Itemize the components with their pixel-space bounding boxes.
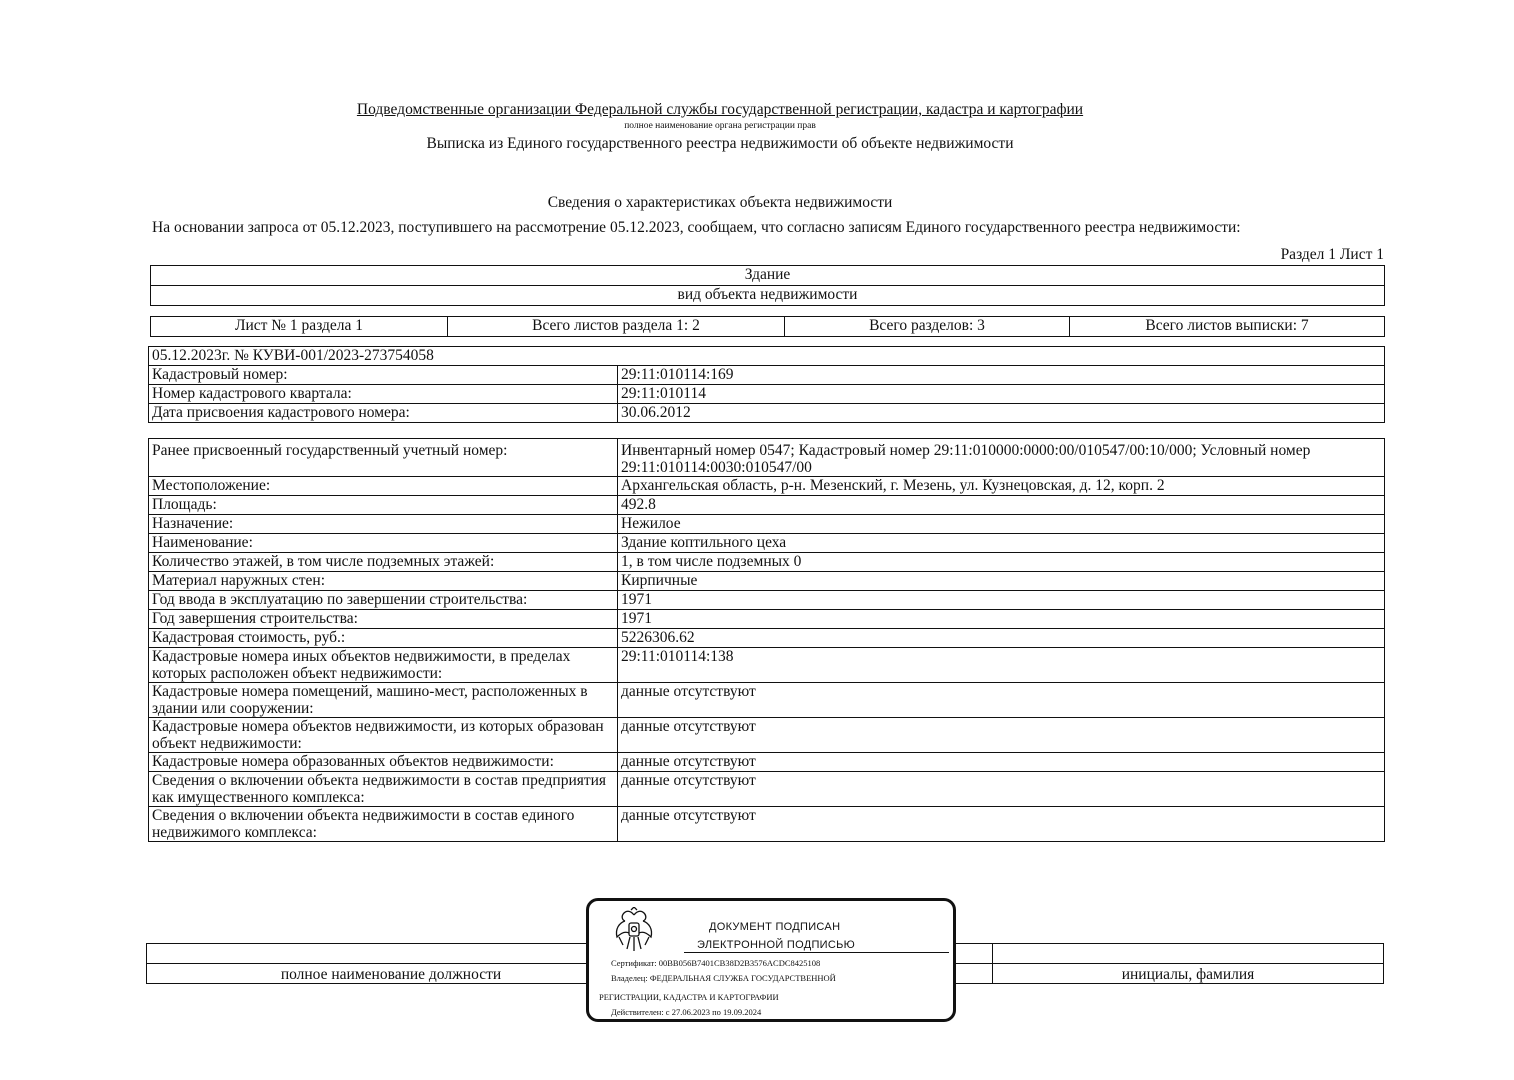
sheets-in-section: Всего листов раздела 1: 2 <box>448 317 785 337</box>
row-label: Кадастровые номера иных объектов недвижимости, в пределах которых расположен объект недвижимости: <box>149 648 618 683</box>
row-label: Сведения о включении объекта недвижимости в состав единого недвижимого комплекса: <box>149 807 618 842</box>
row-value: данные отсутствуют <box>618 753 1385 772</box>
record-table-top <box>148 346 1385 423</box>
document-title: Выписка из Единого государственного реестра недвижимости об объекте недвижимости <box>426 135 1014 152</box>
table-row <box>149 591 1385 610</box>
row-value: 29:11:010114 <box>618 385 1385 404</box>
table-row <box>149 629 1385 648</box>
row-label: Площадь: <box>149 496 618 515</box>
table-row <box>149 807 1385 842</box>
row-label: Год ввода в эксплуатацию по завершении строительства: <box>149 591 618 610</box>
row-value: 29:11:010114:138 <box>618 648 1385 683</box>
stamp-divider <box>684 952 949 953</box>
table-row <box>149 404 1385 423</box>
basis-text: На основании запроса от 05.12.2023, поступившего на рассмотрение 05.12.2023, сообщаем, что согласно записям Единого государственного реестра недвижимости: <box>152 219 1241 236</box>
row-label: Местоположение: <box>149 477 618 496</box>
double-headed-eagle-icon <box>609 907 659 955</box>
section-sheet-label: Раздел 1 Лист 1 <box>1280 246 1384 263</box>
record-date-number: 05.12.2023г. № КУВИ-001/2023-273754058 <box>149 347 1385 366</box>
section-title: Сведения о характеристиках объекта недвижимости <box>547 194 893 211</box>
row-label: Год завершения строительства: <box>149 610 618 629</box>
row-label: Кадастровые номера объектов недвижимости, из которых образован объект недвижимости: <box>149 718 618 753</box>
stamp-line-2: ЭЛЕКТРОННОЙ ПОДПИСЬЮ <box>697 939 856 951</box>
row-value: 29:11:010114:169 <box>618 366 1385 385</box>
record-table-main <box>148 438 1385 842</box>
row-value: 1, в том числе подземных 0 <box>618 553 1385 572</box>
table-row <box>149 385 1385 404</box>
organization-caption: полное наименование органа регистрации прав <box>624 121 816 131</box>
row-label: Дата присвоения кадастрового номера: <box>149 404 618 423</box>
electronic-signature-stamp <box>586 898 956 1022</box>
row-value: 5226306.62 <box>618 629 1385 648</box>
stamp-line-1: ДОКУМЕНТ ПОДПИСАН <box>709 921 841 933</box>
object-type-caption: вид объекта недвижимости <box>151 286 1385 306</box>
row-label: Назначение: <box>149 515 618 534</box>
name-caption: инициалы, фамилия <box>993 964 1384 984</box>
row-value: данные отсутствуют <box>618 807 1385 842</box>
table-row <box>149 553 1385 572</box>
table-row <box>149 534 1385 553</box>
table-row <box>149 610 1385 629</box>
organization-title: Подведомственные организации Федеральной службы государственной регистрации, кадастра и картографии <box>356 101 1084 118</box>
stamp-validity: Действителен: с 27.06.2023 по 19.09.2024 <box>611 1007 762 1017</box>
row-value: 492.8 <box>618 496 1385 515</box>
row-value: Архангельская область, р-н. Мезенский, г. Мезень, ул. Кузнецовская, д. 12, корп. 2 <box>618 477 1385 496</box>
sheets-total: Всего листов выписки: 7 <box>1070 317 1385 337</box>
stamp-owner: Владелец: ФЕДЕРАЛЬНАЯ СЛУЖБА ГОСУДАРСТВЕННОЙ <box>611 973 836 983</box>
row-label: Материал наружных стен: <box>149 572 618 591</box>
row-value: данные отсутствуют <box>618 718 1385 753</box>
table-row <box>149 772 1385 807</box>
row-label: Кадастровые номера образованных объектов недвижимости: <box>149 753 618 772</box>
table-row <box>149 753 1385 772</box>
row-value: Нежилое <box>618 515 1385 534</box>
table-row <box>149 366 1385 385</box>
table-row <box>149 648 1385 683</box>
row-label: Кадастровая стоимость, руб.: <box>149 629 618 648</box>
row-value: Инвентарный номер 0547; Кадастровый номер 29:11:010000:0000:00/010547/00:10/000; Условный номер 29:11:010114:0030:010547/00 <box>618 439 1385 477</box>
table-row <box>149 572 1385 591</box>
position-caption: полное наименование должности <box>147 964 636 984</box>
row-label: Ранее присвоенный государственный учетный номер: <box>149 439 618 477</box>
stamp-owner-2: РЕГИСТРАЦИИ, КАДАСТРА И КАРТОГРАФИИ <box>599 992 779 1002</box>
row-value: Здание коптильного цеха <box>618 534 1385 553</box>
object-type-table <box>150 265 1385 306</box>
table-row <box>149 718 1385 753</box>
table-row <box>149 496 1385 515</box>
row-value: данные отсутствуют <box>618 683 1385 718</box>
row-label: Номер кадастрового квартала: <box>149 385 618 404</box>
sections-total: Всего разделов: 3 <box>785 317 1070 337</box>
row-label: Сведения о включении объекта недвижимости в состав предприятия как имущественного комплекса: <box>149 772 618 807</box>
table-row <box>149 683 1385 718</box>
stamp-certificate: Сертификат: 00BB056B7401CB38D2B3576ACDC8425108 <box>611 958 821 968</box>
table-row <box>149 439 1385 477</box>
sheets-table <box>150 316 1385 337</box>
object-type-value: Здание <box>151 266 1385 286</box>
row-value: 1971 <box>618 591 1385 610</box>
row-value: 30.06.2012 <box>618 404 1385 423</box>
row-label: Кадастровый номер: <box>149 366 618 385</box>
row-label: Наименование: <box>149 534 618 553</box>
table-row <box>149 477 1385 496</box>
row-label: Количество этажей, в том числе подземных этажей: <box>149 553 618 572</box>
row-value: Кирпичные <box>618 572 1385 591</box>
row-value: данные отсутствуют <box>618 772 1385 807</box>
sheet-number: Лист № 1 раздела 1 <box>151 317 448 337</box>
row-value: 1971 <box>618 610 1385 629</box>
table-row <box>149 515 1385 534</box>
row-label: Кадастровые номера помещений, машино-мест, расположенных в здании или сооружении: <box>149 683 618 718</box>
